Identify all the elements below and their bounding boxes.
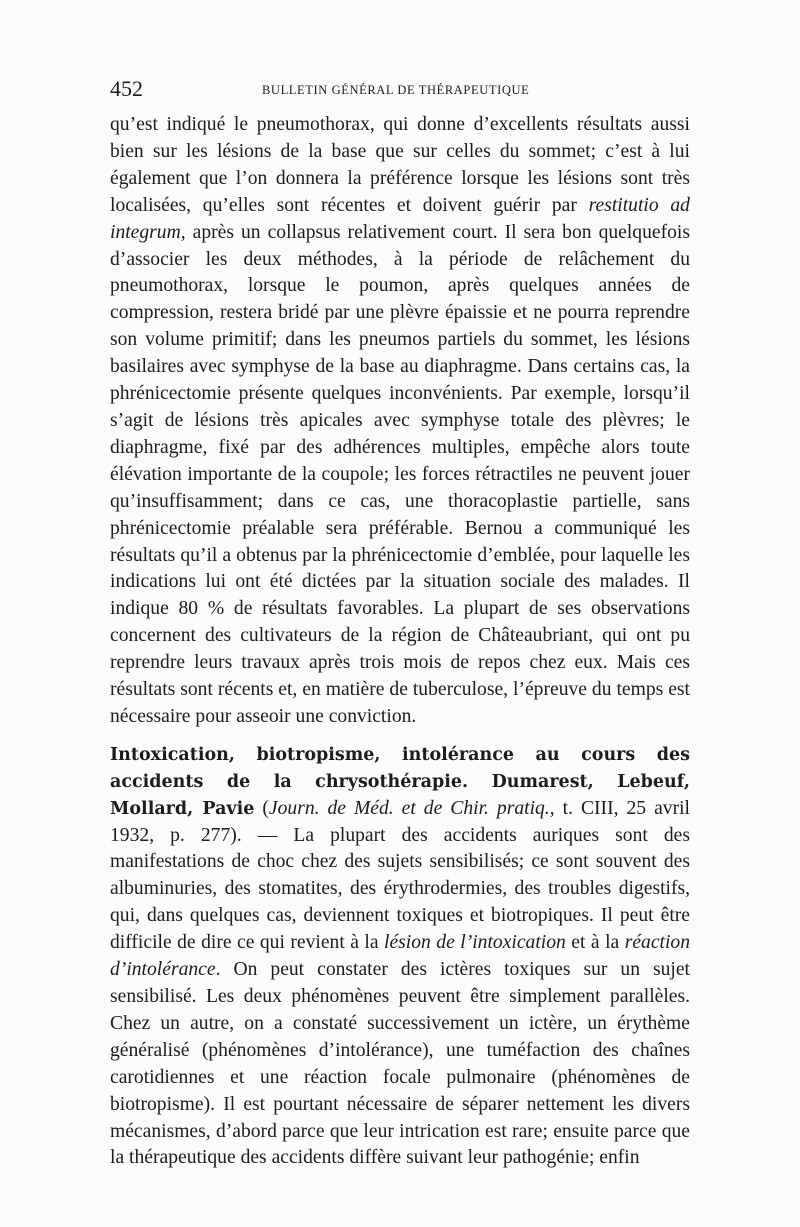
text-run: . On peut constater des ictères toxiques sur un sujet sensibilisé. Les deux phénomènes peuvent être simplement parallèles. Chez un autre, on a constaté successivement un ictère, un érythème généralisé (phénomènes d’intolérance), une tuméfaction des chaînes carotidiennes et une réaction focale pulmonaire (phénomènes de biotropisme). Il est pourtant nécessaire de séparer nettement les divers mécanismes, d’abord parce que leur intrication est rare; ensuite parce que la thérapeutique des accidents diffère suivant leur pathogénie; enfin: [110, 959, 690, 1169]
text-run: , après un collapsus relativement court. Il sera bon quelquefois d’associer les deux méthodes, à la période de relâchement du pneumothorax, lorsque le poumon, après quelques années de compression, restera bridé par une plèvre épaissie et ne pourra reprendre son volume primitif; dans les pneumos partiels du sommet, les lésions basilaires avec symphyse de la base au diaphragme. Dans certains cas, la phrénicectomie présente quelques inconvénients. Par exemple, lorsqu’il s’agit de lésions très apicales avec symphyse totale des plèvres; le diaphragme, fixé par des adhérences multiples, empêche alors toute élévation importante de la coupole; les forces rétractiles ne peuvent jouer qu’insuffisamment; dans ce cas, une thoracoplastie partielle, sans phrénicectomie préalable sera préférable. Bernou a communiqué les résultats qu’il a obtenus par la phrénicectomie d’emblée, pour laquelle les indications lui ont été dictées par la situation sociale des malades. Il indique 80 % de résultats favorables. La plupart de ses observations concernent des cultivateurs de la région de Châteaubriant, qui ont pu reprendre leurs travaux après trois mois de repos chez eux. Mais ces résultats sont récents et, en matière de tuberculose, l’épreuve du temps est nécessaire pour asseoir une conviction.: [110, 221, 690, 727]
page-number: 452: [110, 76, 143, 101]
page-header: [110, 76, 690, 102]
paragraph-pneumothorax: [110, 112, 690, 731]
italic-phrase: lésion de l’intoxication: [384, 932, 566, 954]
italic-phrase: restitutio ad integrum: [110, 194, 690, 243]
text-run: qu’est indiqué le pneumothorax, qui donne d’excellents résultats aussi bien sur les lésions de la base que sur celles du sommet; c’est à lui également que l’on donnera la préférence lorsque les lésions sont très localisées, qu’elles sont récentes et doivent guérir par: [110, 114, 690, 216]
page-body: [110, 112, 690, 1172]
text-run: , t. CIII, 25 avril 1932, p. 277). — La plupart des accidents auriques sont des manifestations de choc chez des sujets sensibilisés; ce sont souvent des albuminuries, des stomatites, des érythrodermies, des troubles digestifs, qui, dans quelques cas, deviennent toxiques et biotropiques. Il peut être difficile de dire ce qui revient à la: [110, 797, 690, 954]
italic-phrase: réaction d’intolérance: [110, 932, 690, 981]
text-run: (: [254, 797, 269, 819]
review-heading: Intoxication, biotropisme, intolérance au cours des accidents de la chrysothérapie. Dumarest, Lebeuf, Mollard, Pavie: [110, 744, 690, 819]
text-run: et à la: [565, 932, 625, 954]
paragraph-chrysotherapy-review: [110, 742, 690, 1173]
running-title: BULLETIN GÉNÉRAL DE THÉRAPEUTIQUE: [262, 83, 530, 97]
journal-citation: Journ. de Méd. et de Chir. pratiq.: [268, 797, 550, 819]
